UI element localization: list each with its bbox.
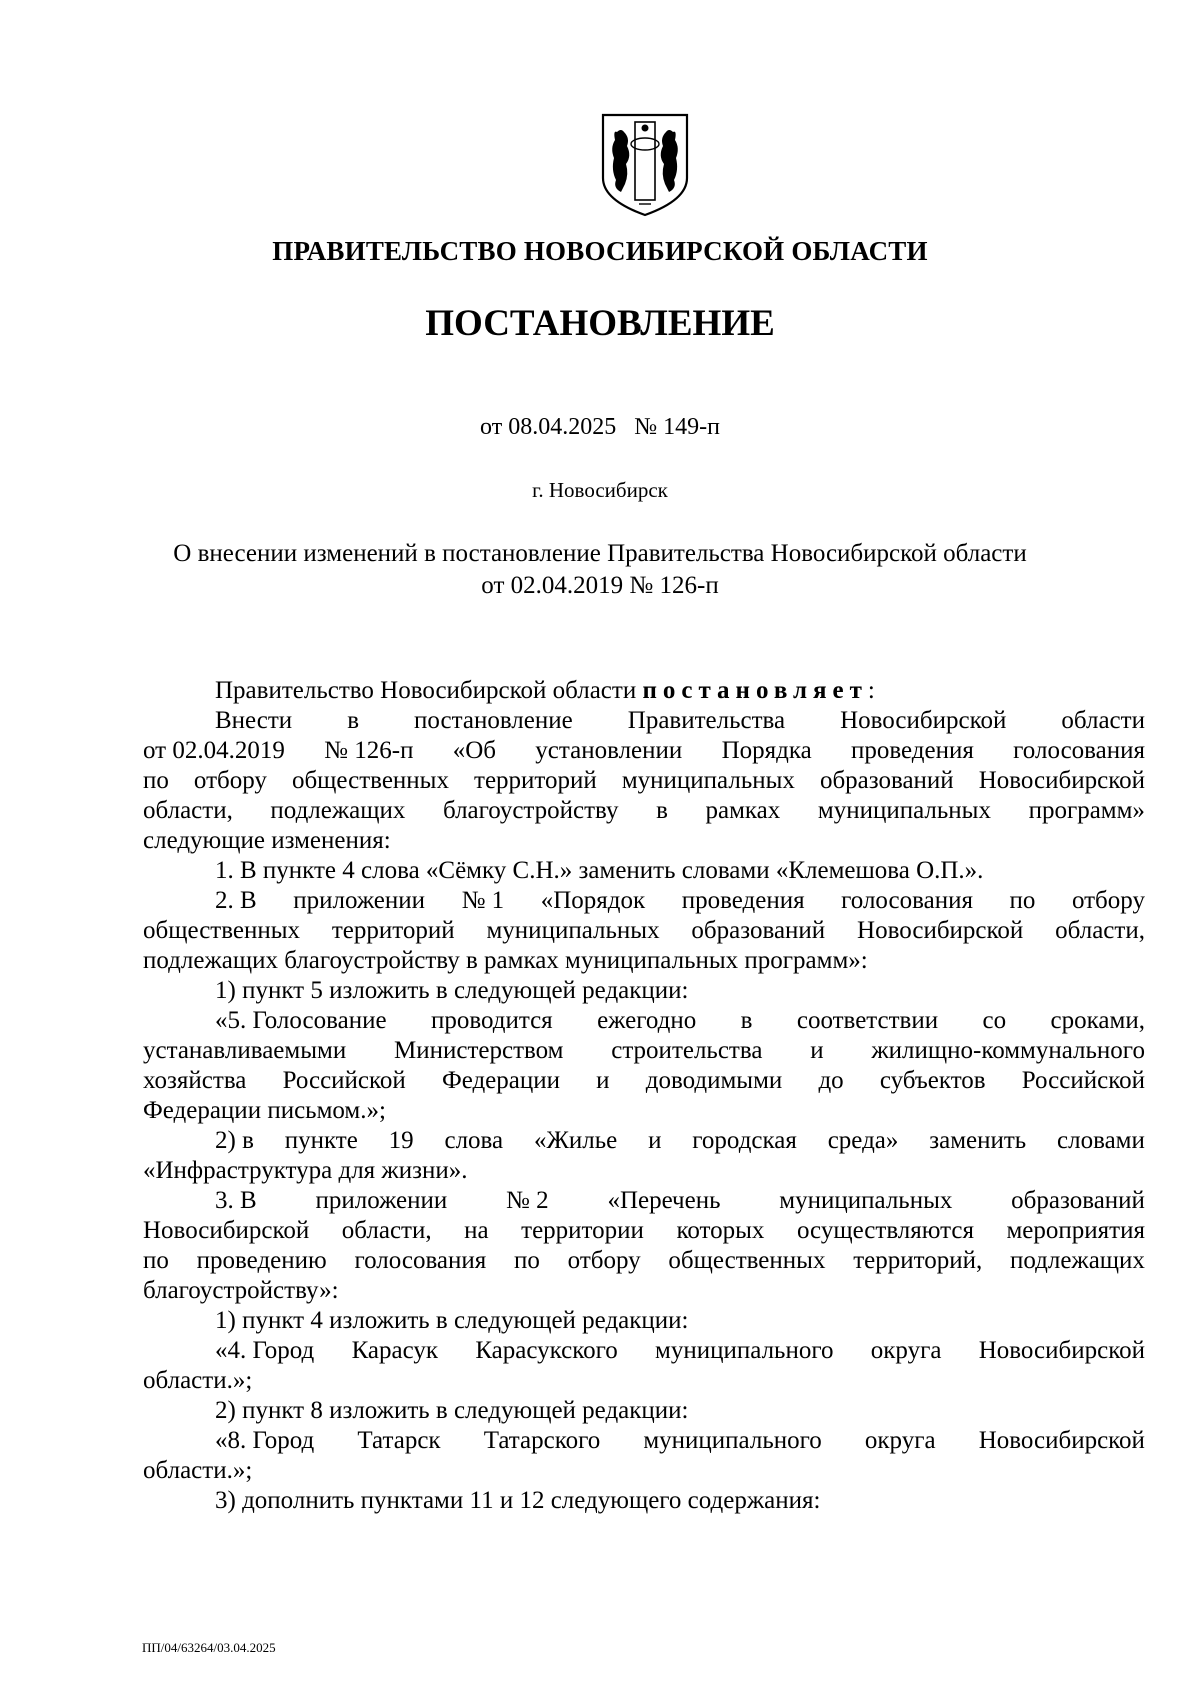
preamble-colon: : [867, 677, 875, 704]
body-word: образований [691, 917, 826, 944]
body-word: сроками, [1050, 1007, 1145, 1034]
body-line: «Инфраструктура для жизни». [143, 1157, 468, 1184]
body-word: Татарск [357, 1427, 441, 1454]
body-line [143, 1036, 1145, 1066]
body-word: № 126-п [324, 737, 414, 764]
body-word: голосования [354, 1247, 487, 1274]
body-word: Татарского [483, 1427, 601, 1454]
body-word: по [1009, 887, 1036, 914]
preamble-verb: постановляет [642, 677, 868, 704]
body-word: от 02.04.2019 [143, 737, 285, 764]
body-line [143, 766, 1145, 796]
body-line: подлежащих благоустройству в рамках муниципальных программ»: [143, 947, 868, 974]
body-word: общественных [668, 1247, 826, 1274]
body-word: Порядка [721, 737, 812, 764]
body-word: территории [521, 1217, 644, 1244]
body-word: округа [870, 1337, 942, 1364]
body-line [143, 1216, 1145, 1246]
body-line [143, 736, 1145, 766]
body-word: среда» [827, 1127, 899, 1154]
body-word: 2) в [215, 1127, 254, 1154]
body-line [215, 1126, 1145, 1156]
body-line: 3) дополнить пунктами 11 и 12 следующего содержания: [215, 1487, 821, 1514]
organization-name: ПРАВИТЕЛЬСТВО НОВОСИБИРСКОЙ ОБЛАСТИ [272, 236, 928, 266]
body-word: 3. В [215, 1187, 257, 1214]
body-word: постановление [414, 707, 573, 734]
body-word: № 1 [461, 887, 505, 914]
novosibirsk-coat-of-arms-icon [599, 112, 691, 217]
preamble [215, 676, 1145, 706]
body-word: муниципального [655, 1337, 834, 1364]
document-title-line: от 02.04.2019 № 126-п [481, 572, 719, 599]
body-word: территорий, [853, 1247, 983, 1274]
body-word: и [596, 1067, 610, 1094]
body-line: Федерации письмом.»; [143, 1097, 386, 1124]
body-word: Карасукского [475, 1337, 618, 1364]
body-word: доводимыми [645, 1067, 783, 1094]
body-word: территорий [331, 917, 455, 944]
body-word: Новосибирской [978, 767, 1145, 794]
body-word: которых [676, 1217, 765, 1244]
body-word: муниципальных [621, 767, 795, 794]
body-word: Российской [282, 1067, 406, 1094]
body-word: строительства [611, 1037, 763, 1064]
body-word: жилищно-коммунального [871, 1037, 1145, 1064]
body-word: области, [341, 1217, 432, 1244]
body-line [215, 886, 1145, 916]
document-type: ПОСТАНОВЛЕНИЕ [425, 303, 775, 344]
body-word: подлежащих [270, 797, 406, 824]
body-word: муниципальных [779, 1187, 953, 1214]
body-word: пункте [284, 1127, 358, 1154]
body-word: голосования [841, 887, 973, 914]
body-word: осуществляются [796, 1217, 974, 1244]
body-word: проведения [681, 887, 805, 914]
body-word: 19 [388, 1127, 414, 1154]
body-line: 1) пункт 5 изложить в следующей редакции: [215, 977, 689, 1004]
body-word: «4. Город [215, 1337, 315, 1364]
body-word: на [464, 1217, 489, 1244]
body-word: в [656, 797, 668, 824]
document-title-line: О внесении изменений в постановление Правительства Новосибирской области [173, 540, 1027, 567]
body-word: «Перечень [607, 1187, 721, 1214]
body-word: соответствии [796, 1007, 939, 1034]
body-line: 2) пункт 8 изложить в следующей редакции: [215, 1397, 689, 1424]
body-word: общественных [291, 767, 449, 794]
body-word: рамках [705, 797, 781, 824]
body-word: до [818, 1067, 844, 1094]
body-word: программ» [1028, 797, 1145, 824]
preamble-lead: Правительство Новосибирской области [215, 677, 637, 704]
body-word: словами [1057, 1127, 1145, 1154]
body-word: устанавливаемыми [143, 1037, 347, 1064]
body-line: 1. В пункте 4 слова «Сёмку С.Н.» заменить словами «Клемешова О.П.». [215, 857, 984, 884]
body-line [143, 1066, 1145, 1096]
body-word: отбору [193, 767, 267, 794]
body-line [215, 1336, 1145, 1366]
document-footer-code: ПП/04/63264/03.04.2025 [142, 1640, 276, 1655]
body-word: проведению [196, 1247, 327, 1274]
body-word: приложении [293, 887, 426, 914]
body-line [215, 1006, 1145, 1036]
body-word: муниципальных [486, 917, 660, 944]
body-word: хозяйства [143, 1067, 247, 1094]
body-word: проведения [851, 737, 974, 764]
body-word: приложении [315, 1187, 448, 1214]
body-line [143, 1246, 1145, 1276]
body-word: отбору [1071, 887, 1145, 914]
body-word: Карасук [351, 1337, 439, 1364]
body-word: Новосибирской [978, 1427, 1145, 1454]
body-word: по [143, 767, 169, 794]
document-date: от 08.04.2025 [480, 414, 617, 440]
body-line: следующие изменения: [143, 827, 391, 854]
body-word: мероприятия [1006, 1217, 1145, 1244]
body-word: и [810, 1037, 824, 1064]
body-word: муниципального [643, 1427, 822, 1454]
body-line: благоустройству»: [143, 1277, 339, 1304]
body-word: «Жилье [533, 1127, 618, 1154]
body-word: подлежащих [1009, 1247, 1145, 1274]
body-line [215, 1426, 1145, 1456]
body-word: области [1061, 707, 1145, 734]
body-line [215, 1186, 1145, 1216]
body-word: заменить [929, 1127, 1027, 1154]
body-word: отбору [567, 1247, 641, 1274]
body-word: территорий [474, 767, 597, 794]
body-word: образований [819, 767, 954, 794]
body-word: № 2 [506, 1187, 549, 1214]
body-word: «Об [452, 737, 497, 764]
body-word: голосования [1013, 737, 1145, 764]
body-word: Новосибирской [840, 707, 1007, 734]
document-title [0, 538, 1200, 602]
body-word: проводится [430, 1007, 553, 1034]
body-word: 2. В [215, 887, 257, 914]
body-line: области.»; [143, 1457, 253, 1484]
body-word: Внести [215, 707, 293, 734]
body-line [143, 796, 1145, 826]
body-word: и [648, 1127, 662, 1154]
body-word: Правительства [627, 707, 786, 734]
body-word: Новосибирской [857, 917, 1024, 944]
body-word: области, [143, 797, 233, 824]
document-number: № 149-п [634, 414, 720, 440]
body-word: образований [1011, 1187, 1145, 1214]
body-word: в [740, 1007, 753, 1034]
body-word: Федерации [441, 1067, 561, 1094]
body-word: по [514, 1247, 540, 1274]
body-word: городская [692, 1127, 797, 1154]
body-word: слова [444, 1127, 504, 1154]
body-word: области, [1055, 917, 1145, 944]
document-city: г. Новосибирск [532, 478, 668, 502]
body-word: округа [864, 1427, 936, 1454]
body-word: «5. Голосование [215, 1007, 387, 1034]
body-word: муниципальных [817, 797, 991, 824]
body-word: установлении [535, 737, 683, 764]
body-word: общественных [143, 917, 301, 944]
body-word: Министерством [393, 1037, 564, 1064]
body-word: со [982, 1007, 1007, 1034]
body-word: «8. Город [215, 1427, 315, 1454]
body-line: 1) пункт 4 изложить в следующей редакции: [215, 1307, 689, 1334]
body-word: благоустройству [442, 797, 619, 824]
body-line [143, 916, 1145, 946]
body-line: области.»; [143, 1367, 253, 1394]
body-word: «Порядок [540, 887, 646, 914]
body-word: ежегодно [597, 1007, 697, 1034]
body-word: Новосибирской [143, 1217, 310, 1244]
body-word: Российской [1021, 1067, 1145, 1094]
body-word: по [143, 1247, 169, 1274]
body-word: Новосибирской [978, 1337, 1145, 1364]
body-word: субъектов [879, 1067, 986, 1094]
body-word: в [347, 707, 360, 734]
document-date-number [0, 414, 1200, 441]
body-line [215, 706, 1145, 736]
